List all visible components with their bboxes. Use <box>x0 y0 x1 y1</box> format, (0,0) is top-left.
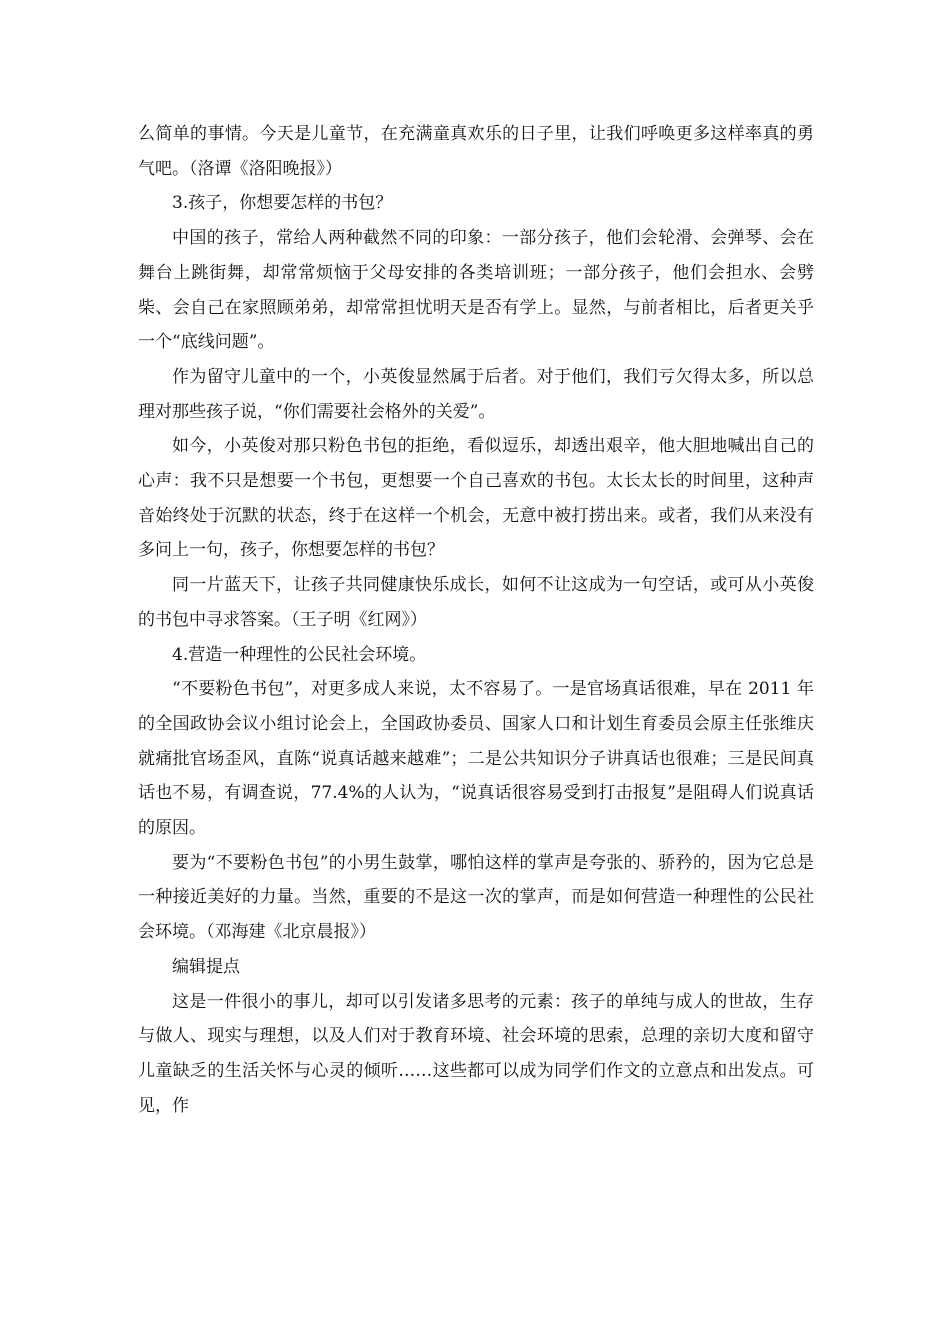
editor-notes-heading: 编辑提点 <box>172 956 240 977</box>
paragraph: 要为“不要粉色书包”的小男生鼓掌，哪怕这样的掌声是夸张的、骄矜的，因为它总是一种接近美好的力量。当然，重要的不是这一次的掌声，而是如何营造一种理性的公民社会环境。（邓海建《北京晨报》） <box>138 852 814 943</box>
article-body <box>138 117 814 1123</box>
section-heading-3: 3.孩子，你想要怎样的书包？ <box>172 193 393 214</box>
paragraph: 这是一件很小的事儿，却可以引发诸多思考的元素：孩子的单纯与成人的世故，生存与做人、现实与理想，以及人们对于教育环境、社会环境的思索，总理的亲切大度和留守儿童缺乏的生活关怀与心灵的倾听……这些都可以成为同学们作文的立意点和出发点。可见，作 <box>138 991 814 1116</box>
paragraph: 如今，小英俊对那只粉色书包的拒绝，看似逗乐，却透出艰辛，他大胆地喊出自己的心声：我不只是想要一个书包，更想要一个自己喜欢的书包。太长太长的时间里，这种声音始终处于沉默的状态，终于在这样一个机会，无意中被打捞出来。或者，我们从来没有多问上一句，孩子，你想要怎样的书包？ <box>138 436 814 561</box>
paragraph: “不要粉色书包”，对更多成人来说，太不容易了。一是官场真话很难，早在 2011 年的全国政协会议小组讨论会上，全国政协委员、国家人口和计划生育委员会原主任张维庆就痛批官场歪风，直陈“说真话越来越难”；二是公共知识分子讲真话也很难；三是民间真话也不易，有调查说，77.4%的人认为，“说真话很容易受到打击报复”是阻碍人们说真话的原因。 <box>138 679 814 839</box>
paragraph: 同一片蓝天下，让孩子共同健康快乐成长，如何不让这成为一句空话，或可从小英俊的书包中寻求答案。（王子明《红网》） <box>138 575 814 630</box>
section-heading-4: 4.营造一种理性的公民社会环境。 <box>172 644 427 665</box>
paragraph: 中国的孩子，常给人两种截然不同的印象：一部分孩子，他们会轮滑、会弹琴、会在舞台上跳街舞，却常常烦恼于父母安排的各类培训班；一部分孩子，他们会担水、会劈柴、会自己在家照顾弟弟，却常常担忧明天是否有学上。显然，与前者相比，后者更关乎一个“底线问题”。 <box>138 228 814 353</box>
paragraph-continuation: 么简单的事情。今天是儿童节，在充满童真欢乐的日子里，让我们呼唤更多这样率真的勇气吧。（洛谭《洛阳晚报》） <box>138 124 814 179</box>
paragraph: 作为留守儿童中的一个，小英俊显然属于后者。对于他们，我们亏欠得太多，所以总理对那些孩子说，“你们需要社会格外的关爱”。 <box>138 366 814 422</box>
